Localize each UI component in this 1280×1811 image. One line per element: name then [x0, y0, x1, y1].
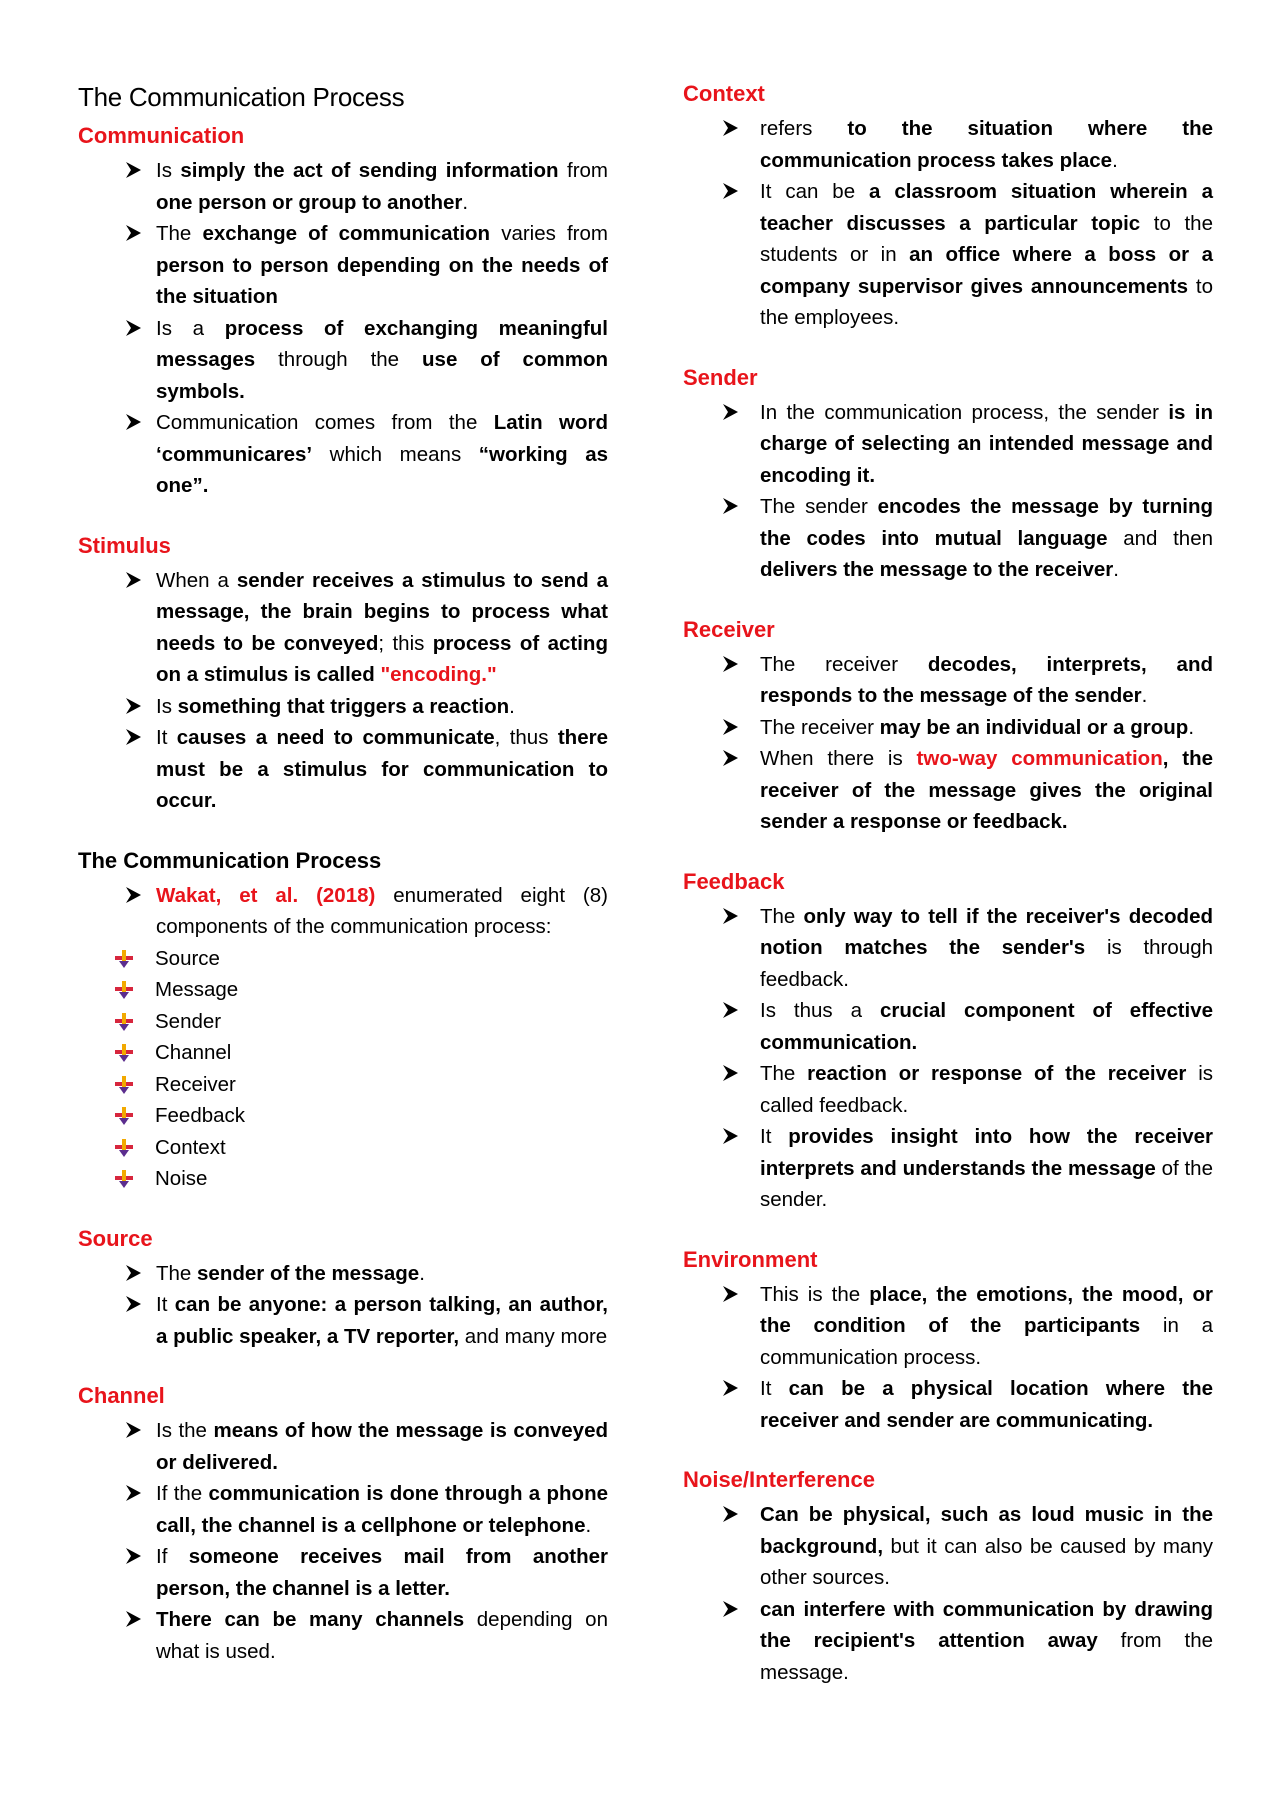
text-run: is through feedback. — [760, 936, 1213, 991]
section-sender — [683, 364, 1213, 586]
text-run: two-way communication — [916, 747, 1163, 770]
text-run: but it can also be caused by many other sources. — [760, 1534, 1213, 1589]
text-run: ; this — [378, 631, 433, 655]
bullet-item — [126, 155, 608, 218]
text-run: one person or group to another — [156, 190, 463, 214]
arrowhead-bullet-icon — [126, 729, 141, 745]
text-run: can be a physical location where the receiver and sender are communicating. — [760, 1377, 1214, 1432]
component-label: Sender — [155, 1009, 222, 1033]
section-source — [78, 1225, 608, 1353]
bullet-item — [126, 1289, 608, 1352]
bullet-item — [126, 218, 608, 313]
section-heading-channel: Channel — [78, 1383, 165, 1408]
section-heading-receiver: Receiver — [683, 616, 775, 642]
text-run: use of common symbols. — [156, 348, 608, 403]
component-label: Noise — [155, 1167, 208, 1190]
arrowhead-bullet-icon — [723, 183, 738, 199]
bullet-item — [723, 743, 1213, 838]
text-run: an office where a boss or a company supervisor gives announcements — [760, 243, 1214, 298]
component-label: Receiver — [155, 1072, 236, 1096]
bullet-list — [78, 155, 608, 502]
arrowhead-bullet-icon — [126, 572, 141, 588]
component-item — [115, 1163, 608, 1195]
section-heading-communication: Communication — [78, 123, 245, 148]
arrowhead-bullet-icon — [126, 1296, 141, 1312]
text-run: from — [558, 159, 608, 182]
text-run: Latin word — [493, 411, 608, 434]
section-receiver — [683, 616, 1213, 838]
bullet-item — [126, 1478, 608, 1541]
component-label: Feedback — [155, 1104, 246, 1127]
bullet-item — [126, 1415, 608, 1478]
bullet-list — [683, 397, 1213, 586]
text-run: sender of the message — [197, 1261, 420, 1285]
text-run: through the — [255, 348, 423, 371]
text-run: Is the — [156, 1419, 214, 1442]
text-run: causes a need to communicate — [176, 726, 495, 749]
plus-arrow-icon — [115, 1170, 133, 1188]
text-run: The receiver — [760, 715, 880, 739]
text-run: and many more — [459, 1324, 608, 1348]
arrowhead-bullet-icon — [126, 887, 141, 903]
arrowhead-bullet-icon — [723, 1128, 738, 1144]
bullet-item — [723, 1499, 1213, 1594]
left-sections — [78, 122, 608, 1667]
text-run: Communication comes from the — [156, 411, 494, 434]
bullet-item — [126, 407, 608, 502]
bullet-item — [126, 722, 608, 817]
text-run: exchange of communication — [202, 222, 491, 245]
bullet-item — [723, 1373, 1213, 1436]
text-run: only way to tell if the receiver's decoded notion matches the sender's — [760, 904, 1213, 959]
arrowhead-bullet-icon — [723, 750, 738, 766]
text-run: delivers the message to the receiver — [760, 558, 1114, 581]
component-item — [115, 1006, 608, 1038]
left-column — [78, 80, 608, 1697]
text-run: . — [1188, 715, 1195, 739]
text-run: process of exchanging meaningful messages — [156, 316, 608, 371]
plus-arrow-icon — [115, 1044, 133, 1062]
text-run: which means — [312, 442, 479, 466]
bullet-list — [683, 649, 1213, 838]
text-run: to the employees. — [760, 274, 1213, 329]
text-run: If the — [156, 1482, 209, 1505]
section-heading-process: The Communication Process — [78, 847, 382, 873]
text-run: ‘communicares’ — [156, 442, 313, 466]
text-run: to the situation where the communication process takes place — [760, 117, 1213, 172]
text-run: It — [760, 1125, 789, 1148]
arrowhead-bullet-icon — [126, 1422, 141, 1438]
text-run: The sender — [760, 495, 878, 518]
section-heading-source: Source — [78, 1225, 153, 1251]
arrowhead-bullet-icon — [723, 1065, 738, 1081]
section-context — [683, 80, 1213, 334]
bullet-item — [723, 113, 1213, 176]
text-run: If — [156, 1545, 189, 1568]
text-run: is in charge of selecting an intended message and encoding it. — [760, 400, 1213, 487]
text-run: of the sender. — [760, 1156, 1213, 1211]
text-run: . — [419, 1261, 425, 1285]
arrowhead-bullet-icon — [723, 1506, 738, 1522]
right-sections — [683, 80, 1213, 1688]
text-run: a classroom situation wherein a teacher discusses a particular topic — [760, 180, 1213, 235]
text-run: communication is done through a phone call, the channel is a cellphone or telephone — [156, 1482, 608, 1537]
text-run: provides insight into how the receiver interprets and understands the message — [760, 1125, 1213, 1180]
text-run: can interfere with communication by drawing the recipient's attention away — [760, 1597, 1213, 1652]
text-run: The receiver — [760, 652, 928, 676]
text-run: It can be — [760, 180, 870, 203]
page-title: The Communication Process — [78, 82, 405, 112]
arrowhead-bullet-icon — [723, 498, 738, 514]
arrowhead-bullet-icon — [126, 162, 141, 178]
text-run: can be anyone: a person talking, an author, a public speaker, a TV reporter, — [156, 1293, 608, 1348]
section-environment — [683, 1246, 1213, 1437]
component-item — [115, 974, 608, 1006]
component-item — [115, 1037, 608, 1069]
bullet-item — [723, 1058, 1213, 1121]
component-label: Message — [155, 978, 239, 1001]
text-run: place, the emotions, the mood, or the condition of the participants — [760, 1282, 1213, 1337]
arrowhead-bullet-icon — [126, 414, 141, 430]
bullet-item — [723, 1594, 1213, 1689]
bullet-list — [78, 1258, 608, 1353]
bullet-item — [126, 880, 608, 943]
text-run: Is thus a — [760, 999, 880, 1022]
text-run: person to person depending on the needs of the situation — [156, 253, 608, 308]
text-run: , thus — [494, 726, 558, 749]
arrowhead-bullet-icon — [723, 1380, 738, 1396]
component-label: Context — [155, 1135, 226, 1159]
bullet-item — [126, 565, 608, 691]
section-heading-sender: Sender — [683, 364, 758, 390]
text-run: and then — [1107, 526, 1213, 550]
right-column — [683, 80, 1213, 1718]
text-run: In the communication process, the sender — [760, 400, 1169, 424]
text-run: sender receives a stimulus to send a message, the brain begins to process what needs to be conveyed — [156, 568, 608, 655]
arrowhead-bullet-icon — [723, 1601, 738, 1617]
text-run: varies from — [490, 222, 608, 245]
arrowhead-bullet-icon — [723, 120, 738, 136]
text-run: It — [156, 726, 177, 749]
section-heading-context: Context — [683, 81, 765, 106]
bullet-list — [78, 880, 608, 943]
text-run: means of how the message is conveyed or delivered. — [156, 1419, 608, 1474]
text-run: someone receives mail from another person, the channel is a letter. — [156, 1545, 608, 1600]
arrowhead-bullet-icon — [126, 1265, 141, 1281]
bullet-item — [723, 176, 1213, 334]
text-run: When there is — [760, 747, 917, 770]
arrowhead-bullet-icon — [126, 698, 141, 714]
text-run: This is the — [760, 1282, 870, 1306]
text-run: in a communication process. — [760, 1314, 1213, 1369]
section-channel — [78, 1382, 608, 1667]
text-run: Is — [156, 694, 178, 718]
bullet-item — [723, 712, 1213, 744]
components-list — [78, 943, 608, 1195]
component-label: Source — [155, 946, 220, 970]
section-heading-environment: Environment — [683, 1246, 818, 1272]
arrowhead-bullet-icon — [723, 908, 738, 924]
arrowhead-bullet-icon — [723, 404, 738, 420]
arrowhead-bullet-icon — [723, 1286, 738, 1302]
component-item — [115, 1132, 608, 1164]
plus-arrow-icon — [115, 981, 133, 999]
bullet-list — [683, 1499, 1213, 1688]
text-run: crucial component of effective communication. — [760, 999, 1213, 1054]
bullet-item — [723, 1121, 1213, 1216]
text-run: decodes, interprets, and responds to the message of the sender — [760, 652, 1213, 707]
text-run: process of acting on a stimulus is called — [156, 631, 608, 686]
text-run: something that triggers a reaction — [177, 694, 510, 718]
section-noise — [683, 1466, 1213, 1688]
bullet-item — [723, 995, 1213, 1058]
plus-arrow-icon — [115, 1013, 133, 1031]
bullet-list — [683, 1279, 1213, 1437]
section-stimulus — [78, 532, 608, 817]
text-run: Can be physical, such as loud music in the background, — [760, 1503, 1213, 1558]
text-run: . — [585, 1513, 592, 1537]
text-run: refers — [760, 117, 848, 140]
text-run: reaction or response of the receiver — [807, 1062, 1187, 1085]
text-run: “working as one”. — [156, 442, 608, 497]
text-run: to the students or in — [760, 211, 1213, 266]
bullet-item — [723, 901, 1213, 996]
text-run: may be an individual or a group — [879, 715, 1189, 739]
arrowhead-bullet-icon — [126, 1611, 141, 1627]
text-run: The — [760, 1062, 808, 1085]
text-run: The — [156, 222, 203, 245]
text-run: It — [156, 1293, 175, 1316]
text-run: enumerated eight (8) components of the communication process: — [156, 883, 608, 938]
text-run: It — [760, 1377, 789, 1400]
section-heading-stimulus: Stimulus — [78, 532, 171, 558]
text-run: . — [462, 190, 469, 214]
text-run: . — [1141, 684, 1148, 707]
bullet-list — [683, 901, 1213, 1216]
text-run: "encoding." — [380, 663, 497, 686]
text-run: . — [509, 694, 515, 718]
bullet-list — [78, 565, 608, 817]
plus-arrow-icon — [115, 950, 133, 968]
section-feedback — [683, 868, 1213, 1216]
text-run: The — [156, 1261, 198, 1285]
arrowhead-bullet-icon — [126, 1485, 141, 1501]
text-run: there must be a stimulus for communication to occur. — [156, 726, 608, 812]
text-run: from the message. — [760, 1629, 1213, 1684]
bullet-item — [126, 1604, 608, 1667]
text-run: encodes the message by turning the codes into mutual language — [760, 495, 1213, 550]
component-item — [115, 943, 608, 975]
arrowhead-bullet-icon — [126, 1548, 141, 1564]
text-run: . — [1112, 148, 1118, 172]
component-item — [115, 1100, 608, 1132]
bullet-item — [126, 313, 608, 408]
bullet-item — [723, 1279, 1213, 1374]
text-run: Is a — [156, 316, 225, 340]
text-run: Wakat, et al. (2018) — [156, 883, 376, 907]
component-item — [115, 1069, 608, 1101]
section-process — [78, 847, 608, 1195]
bullet-item — [723, 491, 1213, 586]
arrowhead-bullet-icon — [126, 225, 141, 241]
arrowhead-bullet-icon — [723, 1002, 738, 1018]
bullet-list — [683, 113, 1213, 334]
plus-arrow-icon — [115, 1076, 133, 1094]
plus-arrow-icon — [115, 1139, 133, 1157]
bullet-list — [78, 1415, 608, 1667]
plus-arrow-icon — [115, 1107, 133, 1125]
bullet-item — [126, 691, 608, 723]
text-run: depending on what is used. — [156, 1608, 608, 1663]
arrowhead-bullet-icon — [723, 656, 738, 672]
arrowhead-bullet-icon — [126, 320, 141, 336]
text-run: . — [1113, 558, 1119, 581]
text-run: simply the act of sending information — [180, 159, 559, 182]
bullet-item — [723, 649, 1213, 712]
bullet-item — [126, 1258, 608, 1290]
text-run: When a — [156, 568, 237, 592]
section-heading-feedback: Feedback — [683, 868, 785, 894]
text-run: , the receiver of the message gives the original sender a response or feedback. — [760, 747, 1213, 833]
section-heading-noise: Noise/Interference — [683, 1467, 875, 1492]
bullet-item — [126, 1541, 608, 1604]
component-label: Channel — [155, 1041, 232, 1064]
section-communication — [78, 122, 608, 502]
bullet-item — [723, 397, 1213, 492]
text-run: The — [760, 904, 804, 928]
arrowhead-bullet-icon — [723, 719, 738, 735]
text-run: There can be many channels — [156, 1608, 465, 1631]
text-run: is called feedback. — [760, 1062, 1213, 1117]
text-run: Is — [156, 159, 181, 182]
